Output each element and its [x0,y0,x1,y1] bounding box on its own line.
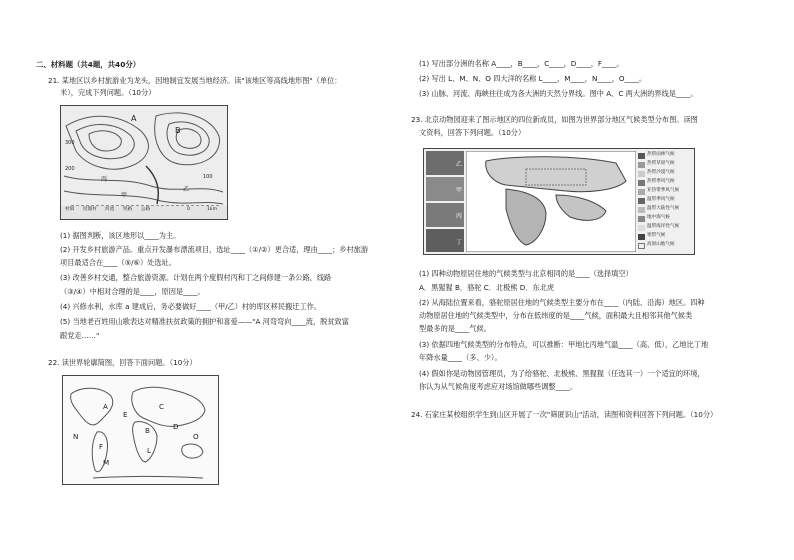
scale-label: 1km [207,207,218,212]
legend-text: 热带草原气候 [647,161,675,166]
map-label-L: L [147,446,152,455]
q23-stem-line2: 文资料，回答下列问题。（10分） [419,128,526,137]
map-label-D: D [173,422,179,431]
q22-stem: 22. 读世界轮廓简图，回答下面问题。（10分） [48,358,197,367]
q21-stem-line1: 21. 某地区以乡村旅游业为龙头，因地制宜发展当地经济。读"该地区等高线地形图"（单位： [48,76,342,85]
legend-row [638,179,692,188]
q21-item-3: (3) 改善乡村交通，整合旅游资源。计划在两个度假村丙和丁之间修建一条公路，线路 [60,273,332,282]
animal-label-jia: 甲 [456,187,463,194]
place-jia: 甲 [121,192,128,199]
q23-item-3: (3) 依据四地气候类型的分布特点，可以推断：甲地比丙地气温____（高、低），乙地比丁地 [419,340,709,349]
contour-200: 200 [65,166,75,172]
q23-item-4b: 你认为从气候角度考虑应对场馆做哪些调整____。 [419,382,578,391]
animal-label-bing: 丙 [456,213,463,220]
animal-label-yi: 乙 [456,161,463,168]
q21-item-1: (1) 据图判断，该区地形以____为主。 [60,231,181,240]
world-map-outline [63,376,218,484]
legend-railway: 铁路 [123,207,133,212]
legend-river: 河流 [105,207,115,212]
legend-resort: 度假村 [83,207,97,212]
map-label-B: B [145,426,150,435]
q24-stem: 24. 石家庄某校组织学生到山区开展了一次"筛匿识山"活动，读图和资料回答下列问题。（10分） [411,410,718,419]
q22-item-1: (1) 写出部分洲的名称 A____，B____，C____，D____，F____。 [419,59,624,68]
legend-row [638,170,692,179]
q22-item-3: (3) 山脉、河流、海峡往往成为各大洲的天然分界线。图中 A、C 两大洲的界线是____。 [419,89,698,98]
legend-row [638,215,692,224]
legend-text: 温带季风气候 [647,197,675,202]
legend-text: 温带海洋性气候 [647,224,680,229]
world-map-figure [62,375,219,485]
legend-text: 热带雨林气候 [647,152,675,157]
legend-road: 公路 [141,207,151,212]
q23-item-1: (1) 四种动物原居住地的气候类型与北京相同的是____（选择填空） [419,269,633,278]
q23-stem-line1: 23. 北京动物园迎来了图示地区的四位新成员，如图为世界部分地区气候类型分布图。读图 [411,115,698,124]
legend-text: 寒带气候 [647,233,666,238]
legend-text: 亚热带季风气候 [647,188,680,193]
q21-item-4: (4) 兴修水利，水库 a 建成后，务必要做好____（甲/乙）村的库区移民搬迁工作。 [60,302,322,311]
map-label-b: B [175,126,181,135]
legend-text: 热带季风气候 [647,179,675,184]
q21-item-5b: 跟党走……" [60,331,100,340]
q23-item-4: (4) 假如你是动物园管理员，为了给骆驼、北极熊、黑猩猩（任选其一）一个适宜的环境， [419,369,705,378]
map-label-E: E [123,410,128,419]
map-label-O: O [193,432,199,441]
legend-row [638,224,692,233]
map-label-A: A [103,402,108,411]
q21-stem-line2: 米），完成下列问题。（10分） [60,88,156,97]
q21-item-5: (5) 当地老百姓用山歌表达对精准扶贫政策的拥护和喜爱——"A 河弯弯向____流，脱贫致富 [60,317,349,326]
legend-row [638,188,692,197]
legend-text: 热带沙漠气候 [647,170,675,175]
section-title: 二、材料题（共4题，共40分） [36,60,141,69]
scale-zero: 0 [187,207,190,212]
legend-row [638,242,692,251]
legend-row [638,161,692,170]
q23-item-3b: 年降水量____（多、少）。 [419,353,502,362]
legend-text: 温带大陆性气候 [647,206,680,211]
q21-item-2: (2) 开发乡村旅游产品。重点开发瀑布漂流项目，选址____（①/②）更合适，理由____；乡村旅游 [60,245,369,254]
map-label-a: A [131,114,137,123]
legend-row [638,233,692,242]
legend-villages: 村镇 [65,207,75,212]
map-label-N: N [73,432,79,441]
q23-item-2b: 动物原居住地的气候类型中，分布在低纬度的是____气候，面积最大且相邻其他气候类 [419,311,693,320]
q23-item-1-options: A．黑猩猩 B．骆驼 C．北极熊 D．东北虎 [419,283,555,292]
q21-item-2b: 项目最适合在____（⑤/⑥）处选址。 [60,258,176,267]
climate-legend [638,152,692,251]
climate-map-drawing [466,151,636,252]
map-label-M: M [103,458,110,467]
legend-text: 地中海气候 [647,215,670,220]
q21-item-3b: （③/④）中相对合理的是____，原因是____。 [60,287,205,296]
contour-map-figure [60,105,228,220]
q23-item-2c: 型最多的是____气候。 [419,324,491,333]
climate-map-figure [423,148,695,255]
legend-row [638,152,692,161]
map-label-C: C [159,402,165,411]
contour-map-lines [61,106,227,219]
place-bing: 丙 [101,176,108,183]
q23-item-2: (2) 从海陆位置来看，骆驼原居住地的气候类型主要分布在____（内陆、沿海）地区。四种 [419,298,705,307]
map-label-F: F [99,442,104,451]
legend-text: 高原山地气候 [647,242,675,247]
contour-300: 300 [65,140,75,146]
contour-100: 100 [203,174,213,180]
place-yi: 乙 [183,186,190,193]
legend-row [638,197,692,206]
q22-item-2: (2) 写出 L、M、N、O 四大洋的名称 L____，M____，N____，O____。 [419,74,647,83]
animal-label-ding: 丁 [456,239,463,246]
legend-row [638,206,692,215]
